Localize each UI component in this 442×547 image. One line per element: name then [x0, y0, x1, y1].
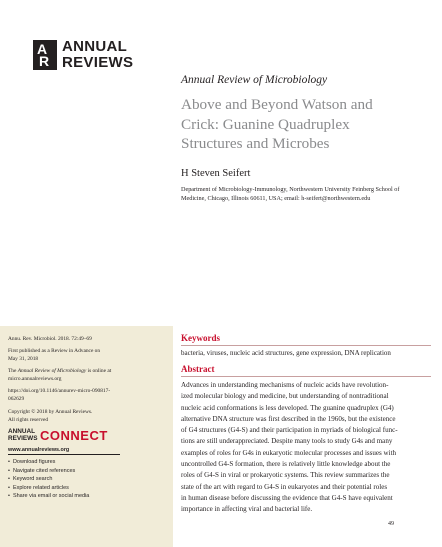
online-url[interactable]: micro.annualreviews.org: [8, 375, 62, 382]
title-line: Above and Beyond Watson and: [181, 96, 373, 113]
copyright: [8, 409, 166, 424]
logo-mark-a: A: [37, 41, 48, 57]
logo-mark: [33, 40, 57, 70]
abstract-heading: Abstract: [181, 364, 215, 374]
abstract-divider: [181, 376, 431, 377]
connect-divider: [8, 454, 120, 455]
abstract-text: [181, 380, 432, 516]
article-title: [181, 95, 426, 154]
page-number: 49: [388, 521, 394, 527]
annual-reviews-connect[interactable]: [8, 429, 148, 525]
list-item: • Explore related articles: [8, 484, 89, 493]
abstract-line: ized molecular biology and medicine, but understanding of nontraditional: [181, 392, 389, 401]
doi-line: 062629: [8, 395, 25, 402]
author-name: H Steven Seifert: [181, 168, 251, 179]
keywords-divider: [181, 345, 431, 346]
logo-line-2: REVIEWS: [62, 53, 134, 71]
abstract-line: state of the art with regard to G4-S in eukaryotes and their potential roles: [181, 482, 388, 491]
copyright-line: Copyright © 2018 by Annual Reviews.: [8, 409, 93, 415]
connect-logo-line: ANNUAL: [8, 428, 35, 435]
online-suffix: is online at: [86, 368, 112, 374]
citation: Annu. Rev. Microbiol. 2018. 72:49–69: [8, 336, 92, 342]
abstract-line: in human disease before discussing the evidence that G4-S have equivalent: [181, 493, 393, 502]
logo-mark-r: R: [39, 53, 50, 69]
connect-wordmark: CONNECT: [40, 428, 108, 443]
first-published-line: First published as a Review in Advance on: [8, 348, 101, 354]
doi-line: https://doi.org/10.1146/annurev-micro-090817-: [8, 388, 111, 394]
first-published: [8, 348, 166, 363]
copyright-line: All rights reserved: [8, 416, 49, 423]
connect-logo: [8, 429, 37, 442]
abstract-line: examples of roles for G4s in eukaryotic molecular processes and issues with: [181, 448, 397, 457]
article-info-sidebar: [0, 326, 173, 547]
online-notice: [8, 368, 166, 383]
abstract-line: tions are still underappreciated. Despite many tools to study G4s and many: [181, 437, 393, 446]
abstract-line: importance in affecting viral and bacterial life.: [181, 505, 313, 514]
list-item: • Download figures: [8, 458, 89, 467]
affiliation-line: Medicine, Chicago, Illinois 60611, USA; email: h-seifert@northwestern.edu: [181, 195, 371, 202]
online-prefix: The: [8, 368, 18, 374]
connect-url[interactable]: www.annualreviews.org: [8, 447, 70, 453]
list-item: • Navigate cited references: [8, 467, 89, 476]
connect-logo-line: REVIEWS: [8, 434, 38, 442]
doi-link[interactable]: [8, 388, 166, 403]
list-item: • Share via email or social media: [8, 492, 89, 501]
online-journal: Annual Review of Microbiology: [17, 368, 87, 374]
abstract-line: roles of G4-S in viral or prokaryotic systems. This review summarizes the: [181, 471, 390, 480]
keywords-heading: Keywords: [181, 333, 220, 343]
logo-wordmark: [62, 39, 133, 70]
abstract-line: uncontrolled G4-S formation, there is relatively little knowledge about the: [181, 460, 391, 469]
keywords-text: bacteria, viruses, nucleic acid structures, gene expression, DNA replication: [181, 349, 391, 357]
abstract-line: nucleic acid conformations is less developed. The guanine quadruplex (G4): [181, 403, 394, 412]
abstract-line: of G4 structures (G4-S) and their participation in myriads of biological func-: [181, 426, 398, 435]
title-line: Structures and Microbes: [181, 135, 330, 152]
connect-feature-list: [8, 458, 89, 501]
abstract-line: Advances in understanding mechanisms of nucleic acids have revolution-: [181, 381, 389, 389]
first-published-line: May 31, 2018: [8, 355, 39, 362]
title-line: Crick: Guanine Quadruplex: [181, 115, 350, 133]
journal-name: Annual Review of Microbiology: [181, 74, 328, 86]
annual-reviews-logo: [33, 40, 153, 72]
abstract-line: alternative DNA structure was first described in the 1960s, but the existence: [181, 414, 396, 423]
online-notice-line: [8, 368, 166, 376]
logo-line-1: ANNUAL: [62, 38, 128, 55]
list-item: • Keyword search: [8, 475, 89, 484]
author-affiliation: [181, 185, 431, 203]
affiliation-line: Department of Microbiology-Immunology, Northwestern University Feinberg School of: [181, 186, 400, 193]
